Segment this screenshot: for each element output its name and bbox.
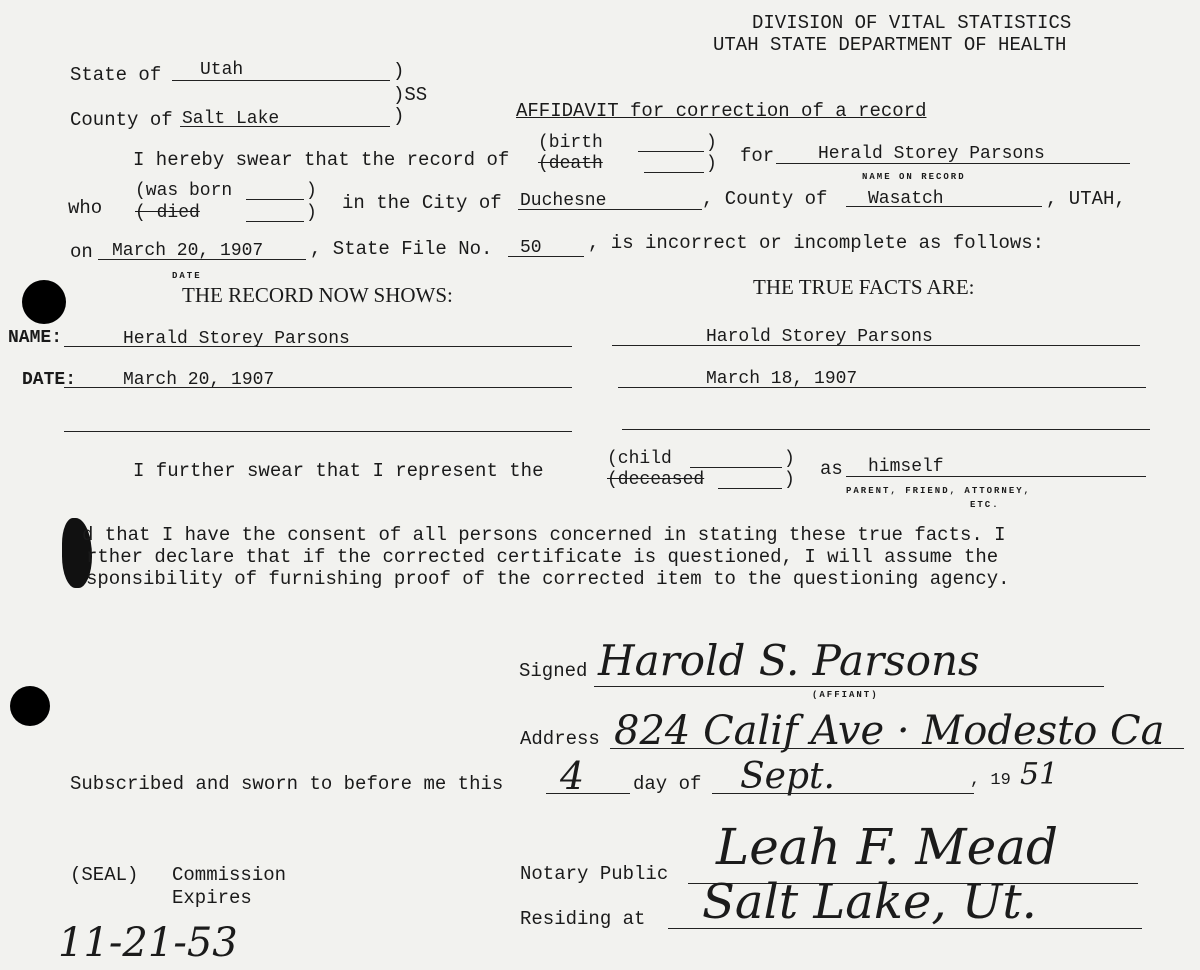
- now-date-value: March 20, 1907: [123, 370, 275, 390]
- address-label: Address: [520, 728, 600, 750]
- notary-public-label: Notary Public: [520, 863, 669, 885]
- commission-label: Commission: [172, 864, 287, 886]
- incorrect-text: , is incorrect or incomplete as follows:: [588, 232, 1045, 254]
- address-value: 824 Calif Ave · Modesto Ca: [614, 708, 1165, 754]
- county-label: County of: [70, 109, 173, 131]
- birth-county-underline: [846, 206, 1042, 207]
- city-label: in the City of: [342, 192, 502, 214]
- record-name-underline: [776, 163, 1130, 164]
- day-of-label: day of: [633, 773, 702, 795]
- deceased-underline: [718, 488, 782, 489]
- state-label: State of: [70, 64, 162, 86]
- option-born-close: ): [306, 181, 317, 201]
- for-label: for: [740, 145, 775, 167]
- signed-label: Signed: [519, 660, 588, 682]
- option-child-close: ): [784, 449, 795, 469]
- seal-label: (SEAL): [70, 864, 139, 886]
- sworn-month-value: Sept.: [740, 756, 835, 797]
- state-file-label: , State File No.: [310, 238, 493, 260]
- birth-county-value: Wasatch: [868, 189, 944, 209]
- city-value: Duchesne: [520, 191, 607, 211]
- true-date-value: March 18, 1907: [706, 369, 858, 389]
- true-facts-header: THE TRUE FACTS ARE:: [753, 275, 975, 299]
- affiant-signature: Harold S. Parsons: [598, 636, 980, 685]
- consent-line-3: sponsibility of furnishing proof of the corrected item to the questioning agency.: [86, 568, 1010, 590]
- notary-signature: Leah F. Mead: [716, 818, 1058, 876]
- sworn-day-underline: [546, 793, 630, 794]
- sworn-year-value: 51: [1020, 757, 1059, 792]
- sworn-month-underline: [712, 793, 974, 794]
- on-label: on: [70, 241, 93, 263]
- utah-suffix: , UTAH,: [1046, 188, 1126, 210]
- option-died-close: ): [306, 203, 317, 223]
- punch-hole-bottom: [10, 686, 50, 726]
- consent-line-1: d that I have the consent of all persons concerned in stating these true facts. I: [82, 524, 1006, 546]
- residing-label: Residing at: [520, 908, 646, 930]
- state-value: Utah: [200, 60, 244, 80]
- option-birth: (birth: [538, 133, 603, 153]
- represent-as-value: himself: [868, 457, 944, 477]
- represent-caption-2: ETC.: [970, 500, 1000, 510]
- as-label: as: [820, 458, 843, 480]
- born-underline: [246, 199, 304, 200]
- swear-text: I hereby swear that the record of: [133, 149, 510, 171]
- consent-line-2: rther declare that if the corrected certificate is questioned, I will assume the: [86, 546, 999, 568]
- sworn-text: Subscribed and sworn to before me this: [70, 773, 504, 795]
- header-line-1: DIVISION OF VITAL STATISTICS: [752, 12, 1072, 34]
- signature-underline: [594, 686, 1104, 687]
- now-name-value: Herald Storey Parsons: [123, 329, 350, 349]
- record-name-value: Herald Storey Parsons: [818, 144, 1045, 164]
- year-prefix: , 19: [970, 771, 1011, 790]
- option-was-born: (was born: [135, 181, 233, 201]
- residing-value: Salt Lake, Ut.: [702, 874, 1037, 930]
- header-line-2: UTAH STATE DEPARTMENT OF HEALTH: [713, 34, 1067, 56]
- county-value: Salt Lake: [182, 109, 280, 129]
- child-underline: [690, 467, 782, 468]
- birth-date-underline: [98, 259, 306, 260]
- record-now-shows-header: THE RECORD NOW SHOWS:: [182, 283, 453, 307]
- state-file-value: 50: [520, 238, 542, 258]
- state-underline: [172, 80, 390, 81]
- birth-underline: [638, 151, 704, 152]
- now-name-underline: [64, 346, 572, 347]
- commission-expires-value: 11-21-53: [58, 920, 238, 966]
- name-row-label: NAME:: [8, 328, 63, 348]
- option-deceased-close: ): [784, 470, 795, 490]
- expires-label: Expires: [172, 887, 252, 909]
- true-name-underline: [612, 345, 1140, 346]
- sworn-day-value: 4: [560, 754, 585, 798]
- true-date-underline: [618, 387, 1146, 388]
- state-file-underline: [508, 256, 584, 257]
- county-underline: [180, 126, 390, 127]
- option-died: ( died: [135, 203, 200, 223]
- ss-label: )SS: [393, 84, 428, 106]
- now-date-underline: [64, 387, 572, 388]
- option-death: (death: [538, 154, 603, 174]
- option-deceased: (deceased: [607, 470, 705, 490]
- who-label: who: [68, 197, 103, 219]
- punch-hole-top: [22, 280, 66, 324]
- represent-caption-1: PARENT, FRIEND, ATTORNEY,: [846, 486, 1032, 496]
- address-underline: [610, 748, 1184, 749]
- died-underline: [246, 221, 304, 222]
- state-paren: ): [393, 60, 405, 82]
- affidavit-title: AFFIDAVIT for correction of a record: [516, 100, 927, 122]
- affiant-caption: (AFFIANT): [812, 690, 879, 700]
- option-birth-close: ): [706, 133, 717, 153]
- city-underline: [518, 209, 702, 210]
- represent-text: I further swear that I represent the: [133, 460, 544, 482]
- option-death-close: ): [706, 154, 717, 174]
- county-of-label: , County of: [702, 188, 828, 210]
- option-child: (child: [607, 449, 672, 469]
- name-on-record-caption: NAME ON RECORD: [862, 172, 966, 182]
- date-row-label: DATE:: [22, 370, 77, 390]
- represent-as-underline: [846, 476, 1146, 477]
- county-paren: ): [393, 105, 405, 127]
- residing-underline: [668, 928, 1142, 929]
- date-caption: DATE: [172, 271, 202, 281]
- birth-date-value: March 20, 1907: [112, 241, 264, 261]
- true-blank-underline: [622, 429, 1150, 430]
- death-underline: [644, 172, 704, 173]
- now-blank-underline: [64, 431, 572, 432]
- true-name-value: Harold Storey Parsons: [706, 327, 933, 347]
